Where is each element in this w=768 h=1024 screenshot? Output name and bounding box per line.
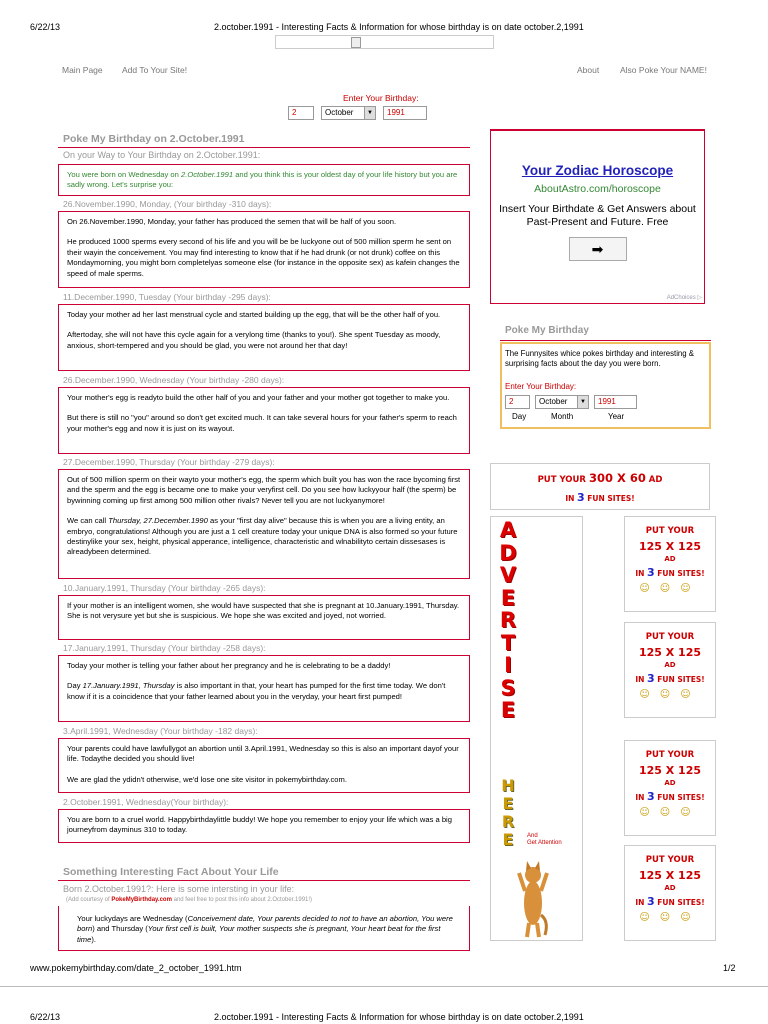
vertical-ad-letter: E (500, 698, 516, 722)
day2-title: 11.December.1990, Tuesday (Your birthday -295 days): (63, 292, 271, 302)
day6-box (58, 655, 470, 722)
vertical-ad-letter: R (499, 608, 517, 632)
advertise-text (494, 519, 522, 722)
day-input[interactable]: 2 (288, 106, 314, 120)
day7-para2: We are glad the ydidn't otherwise, we'd lose one site visitor in pokemybirthday.com. (67, 774, 347, 784)
small-ad-put: PUT YOUR (645, 750, 695, 760)
intro-date: 2.October.1991 (181, 170, 234, 179)
vertical-ad-letter: E (502, 830, 514, 849)
day5-title: 10.January.1991, Thursday (Your birthday -265 days): (63, 583, 266, 593)
fact-divider (58, 880, 470, 881)
header-banner-image[interactable] (275, 35, 494, 49)
small-ad-fun: FUN SITES! (654, 569, 705, 578)
side-year-input[interactable]: 1991 (594, 395, 637, 409)
small-ad-num: 3 (647, 566, 655, 579)
small-ad-sites (625, 672, 715, 685)
intro-text-b: and you think this is your oldest day of your life history but you are sadly wrong. Let's surprise you: (67, 170, 458, 190)
banner-num: 3 (577, 491, 585, 504)
zodiac-ad-text: Insert Your Birthdate & Get Answers about Past-Present and Future. Free (499, 203, 696, 228)
lucky-c: ). (91, 934, 96, 944)
banner-line2 (491, 491, 709, 504)
small-ad-size: 125 X 125 (638, 540, 702, 553)
month-select[interactable] (321, 106, 376, 120)
banner-ad: AD (645, 475, 663, 485)
day1-box (58, 211, 470, 288)
small-ad-size: 125 X 125 (638, 869, 702, 882)
day4-para1: Out of 500 million sperm on their wayto your mother's egg, the sperm which built you has won the race bycoming first and the sperm and the egg is became one to make your veryfirst cell. Do you see how luckyyour half (the sperm) be bywinning coming up first among 500 million other rivals? Never tell you are not luckyanymore! (67, 475, 461, 505)
banner-size: 300 X 60 (588, 471, 646, 485)
day6-para2-a: Day (67, 681, 83, 691)
small-ad-2[interactable] (624, 622, 716, 718)
side-widget-desc: The Funnysites whice pokes birthday and interesting & surprising facts about the day you were born. (505, 349, 694, 368)
nav-poke-name[interactable]: Also Poke Your NAME! (620, 65, 707, 75)
banner-fun: FUN SITES! (584, 494, 635, 503)
vertical-ad-letter: H (501, 776, 515, 795)
zodiac-ad-title[interactable]: Your Zodiac Horoscope (521, 163, 674, 178)
small-ad-in: IN (635, 898, 648, 907)
small-ad-size: 125 X 125 (638, 764, 702, 777)
smiley-icons: ☺☺☺ (639, 807, 701, 818)
vertical-ad-letter: T (500, 630, 516, 655)
adchoices-label[interactable]: AdChoices ▷ (666, 295, 702, 301)
day2-para2: Aftertoday, she will not have this cycle again for a verylong time (thanks to you!). She spent Tuesday as moody, anxious, short-tempered and you should be glad, you were not around her that day! (67, 330, 441, 350)
day6-title: 17.January.1991, Thursday (Your birthday -258 days): (63, 643, 266, 653)
cap-month: Month (551, 412, 574, 421)
small-ad-3[interactable] (624, 740, 716, 836)
day7-para1: Your parents could have lawfullygot an abortion until 3.April.1991, Wednesday so this is also an important dayof your life. Todaythe decided you should live! (67, 744, 459, 764)
small-ad-in: IN (635, 569, 648, 578)
side-widget-title: Poke My Birthday (505, 325, 589, 336)
day2-para1: Today your mother ad her last menstrual cycle and started building up the egg, that will be the other half of you. (67, 310, 441, 319)
small-ad-sites (625, 895, 715, 908)
small-ad-in: IN (635, 675, 648, 684)
side-month-select[interactable] (535, 395, 589, 409)
vertical-ad-letter: D (499, 540, 517, 565)
small-ad-put: PUT YOUR (645, 526, 695, 536)
cat-illustration-icon (515, 851, 551, 939)
side-widget-label: Enter Your Birthday: (505, 382, 577, 391)
day4-title: 27.December.1990, Thursday (Your birthday -279 days): (63, 457, 275, 467)
small-ad-ad: AD (664, 555, 676, 563)
vertical-ad-letter: I (504, 653, 512, 677)
small-ad-num: 3 (647, 672, 655, 685)
banner-line1 (491, 471, 709, 485)
lucky-em1: Conceivement date, Your parents decided to not to have an abortion, You were born (77, 914, 453, 934)
courtesy-a: (Add courtesy of (66, 897, 112, 903)
side-month-value: October (539, 397, 568, 406)
vertical-ad[interactable] (490, 516, 583, 941)
print-title: 2.october.1991 - Interesting Facts & Information for whose birthday is on date october.2,1991 (214, 22, 584, 32)
day3-para1: Your mother's egg is readyto build the other half of you and your father and your mother got together to make you. (67, 393, 450, 402)
day4-para2-date: Thursday, 27.December.1990 (108, 516, 208, 526)
day4-para2-b: as your "first day alive" because this is when you are a living entity, an embryo, congratulations! Although you are just a 1 cell creature today your unique DNA is also formed so your future destinylike your sex, height, physical apperance, intelligence, characteristic and wlnabilityto certain dissesases is alreadybeen determined. (67, 516, 458, 557)
day8-para1: You are born to a cruel world. Happybirthdaylittle buddy! We hope you remember to enjoy your life which was a big journeyfrom dayminus 310 to today. (67, 815, 452, 835)
zodiac-ad-button[interactable] (569, 237, 627, 261)
fact-title: Something Interesting Fact About Your Life (63, 866, 279, 878)
smiley-icons: ☺☺☺ (639, 912, 701, 923)
smiley-icons: ☺☺☺ (639, 689, 701, 700)
banner-put: PUT YOUR (537, 475, 589, 485)
day3-title: 26.December.1990, Wednesday (Your birthday -280 days): (63, 375, 285, 385)
vertical-ad-letter: E (500, 585, 516, 610)
small-ad-fun: FUN SITES! (654, 898, 705, 907)
side-widget-divider (500, 340, 711, 341)
birthday-form-label: Enter Your Birthday: (343, 93, 419, 103)
page-subtitle: On your Way to Your Birthday on 2.October.1991: (63, 150, 261, 160)
courtesy-note (66, 897, 312, 903)
small-ad-ad: AD (664, 884, 676, 892)
print-footer-url: www.pokemybirthday.com/date_2_october_1991.htm (30, 963, 242, 973)
small-ad-sites (625, 790, 715, 803)
small-ad-put: PUT YOUR (645, 632, 695, 642)
intro-box (58, 164, 470, 196)
vertical-ad-letter: E (502, 794, 514, 813)
fact-subtitle: Born 2.October.1991?: Here is some intersting in your life: (63, 884, 295, 894)
cap-year: Year (608, 412, 625, 421)
vertical-ad-letter: V (499, 563, 517, 587)
banner-ad-300x60[interactable] (490, 463, 710, 510)
month-value: October (325, 108, 354, 117)
small-ad-in: IN (635, 793, 648, 802)
day5-para1: If your mother is an intelligent women, she would have suspected that she is pregnant at 10.January.1991, Thursday. She is not verysure yet but she is suspicious. We hope she was excited and joyed, not worried. (67, 601, 460, 621)
here-text (494, 777, 522, 849)
lucky-box (58, 906, 470, 951)
zodiac-ad[interactable] (490, 129, 705, 304)
chevron-down-icon: ▼ (577, 396, 588, 408)
vertical-ad-letter: A (499, 518, 517, 542)
day7-box (58, 738, 470, 793)
intro-text-a: You were born on Wednesday on (67, 170, 181, 179)
arrow-right-icon: ➡ (591, 241, 604, 257)
year-input[interactable]: 1991 (383, 106, 427, 120)
day4-para2-a: We can call (67, 516, 109, 526)
small-ad-fun: FUN SITES! (654, 793, 705, 802)
day2-box (58, 304, 470, 371)
small-ad-num: 3 (647, 790, 655, 803)
courtesy-brand[interactable]: PokeMyBirthday.com (111, 897, 172, 903)
day8-box (58, 809, 470, 843)
and-text: And (527, 833, 538, 839)
small-ad-fun: FUN SITES! (654, 675, 705, 684)
cap-day: Day (512, 412, 527, 421)
nav-about[interactable]: About (577, 65, 600, 75)
print-date: 6/22/13 (30, 22, 61, 32)
get-attention-text: Get Attention (527, 840, 562, 846)
day6-para2-date: 17.January.1991, Thursday (82, 681, 175, 691)
vertical-ad-letter: S (500, 675, 516, 700)
side-day-input[interactable]: 2 (505, 395, 530, 409)
broken-image-icon (351, 37, 361, 48)
small-ad-ad: AD (664, 779, 676, 787)
title-divider (58, 147, 470, 148)
next-page-date: 6/22/13 (30, 1012, 61, 1022)
small-ad-4[interactable] (624, 845, 716, 941)
small-ad-size: 125 X 125 (638, 646, 702, 659)
day4-box (58, 469, 470, 579)
small-ad-put: PUT YOUR (645, 855, 695, 865)
courtesy-b: and feel free to post this info about 2.October.1991!) (171, 897, 313, 903)
day5-box (58, 595, 470, 640)
day8-title: 2.October.1991, Wednesday(Your birthday): (63, 797, 229, 807)
day1-para1: On 26.November.1990, Monday, your father has produced the semen that will be half of you soon. (67, 217, 397, 226)
zodiac-ad-domain[interactable]: AboutAstro.com/horoscope (534, 183, 661, 195)
banner-in: IN (565, 494, 578, 503)
page-break (0, 986, 768, 987)
next-page-title: 2.october.1991 - Interesting Facts & Information for whose birthday is on date october.2,1991 (214, 1012, 584, 1022)
small-ad-ad: AD (664, 661, 676, 669)
nav-main-page[interactable]: Main Page (62, 65, 103, 75)
day7-title: 3.April.1991, Wednesday (Your birthday -182 days): (63, 726, 258, 736)
lucky-b: ) and Thursday ( (92, 924, 148, 934)
lucky-em2: Your first cell is built, Your mother suspects she is pregnant, Your heart beat for the first time (77, 924, 441, 944)
vertical-ad-letter: R (501, 812, 515, 831)
day3-box (58, 387, 470, 454)
chevron-down-icon: ▼ (364, 107, 375, 119)
day6-para2-b: is also important in that, your heart has pumped for the first time today. We don't know if it is a coincidence that your father learned about you in the veryday, your heart first pumped! (67, 681, 446, 701)
day6-para1: Today your mother is telling your father about her pregrancy and he is celebrating to be a daddy! (67, 661, 391, 670)
small-ad-sites (625, 566, 715, 579)
small-ad-1[interactable] (624, 516, 716, 612)
page-title: Poke My Birthday on 2.October.1991 (63, 133, 245, 145)
small-ad-num: 3 (647, 895, 655, 908)
day1-para2: He produced 1000 sperms every second of his life and you will be be luckyone out of 500 million sperm he sent on their wayin the conceivement. You may find interesting to know that if he had drunk (or not drunk) coffee on this Mondaymorning, you might born completelyas someone else (for instance in the opposite sex) as kafein changes the speed of male sperms. (67, 237, 460, 278)
lucky-a: Your luckydays are Wednesday ( (77, 914, 188, 923)
print-footer-page: 1/2 (723, 963, 736, 973)
day1-title: 26.November.1990, Monday, (Your birthday -310 days): (63, 199, 272, 209)
smiley-icons: ☺☺☺ (639, 583, 701, 594)
day3-para2: But there is still no "you" around so don't get excited much. It can take several hours for your father's sperm to reach your mother's egg and now it is just on its wayout. (67, 413, 457, 433)
nav-add-site[interactable]: Add To Your Site! (122, 65, 188, 75)
